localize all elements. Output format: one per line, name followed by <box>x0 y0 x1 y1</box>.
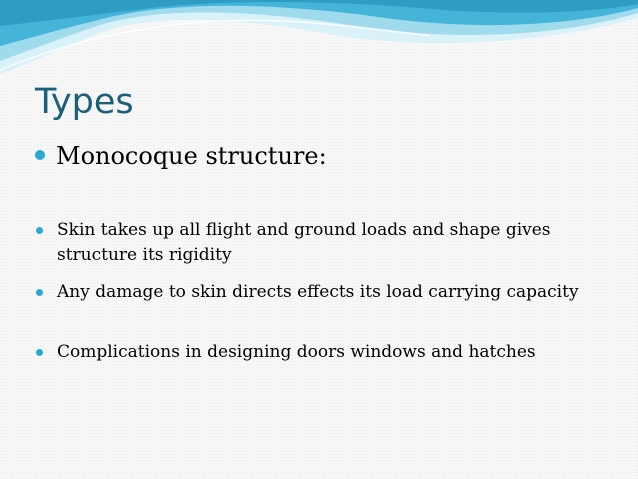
slide-title: Types <box>35 82 134 122</box>
bullet-icon <box>35 150 45 160</box>
bullet-icon <box>36 289 43 296</box>
main-bullet-text: Monocoque structure: <box>56 142 327 170</box>
header-wave-decoration <box>0 0 638 90</box>
bullet-icon <box>36 227 43 234</box>
bullet-icon <box>36 349 43 356</box>
sub-bullet-text: Skin takes up all flight and ground loads and shape gives structure its rigidity <box>57 220 551 265</box>
sub-bullet-text: Complications in designing doors windows and hatches <box>57 342 536 362</box>
sub-bullet-text: Any damage to skin directs effects its load carrying capacity <box>57 282 579 302</box>
